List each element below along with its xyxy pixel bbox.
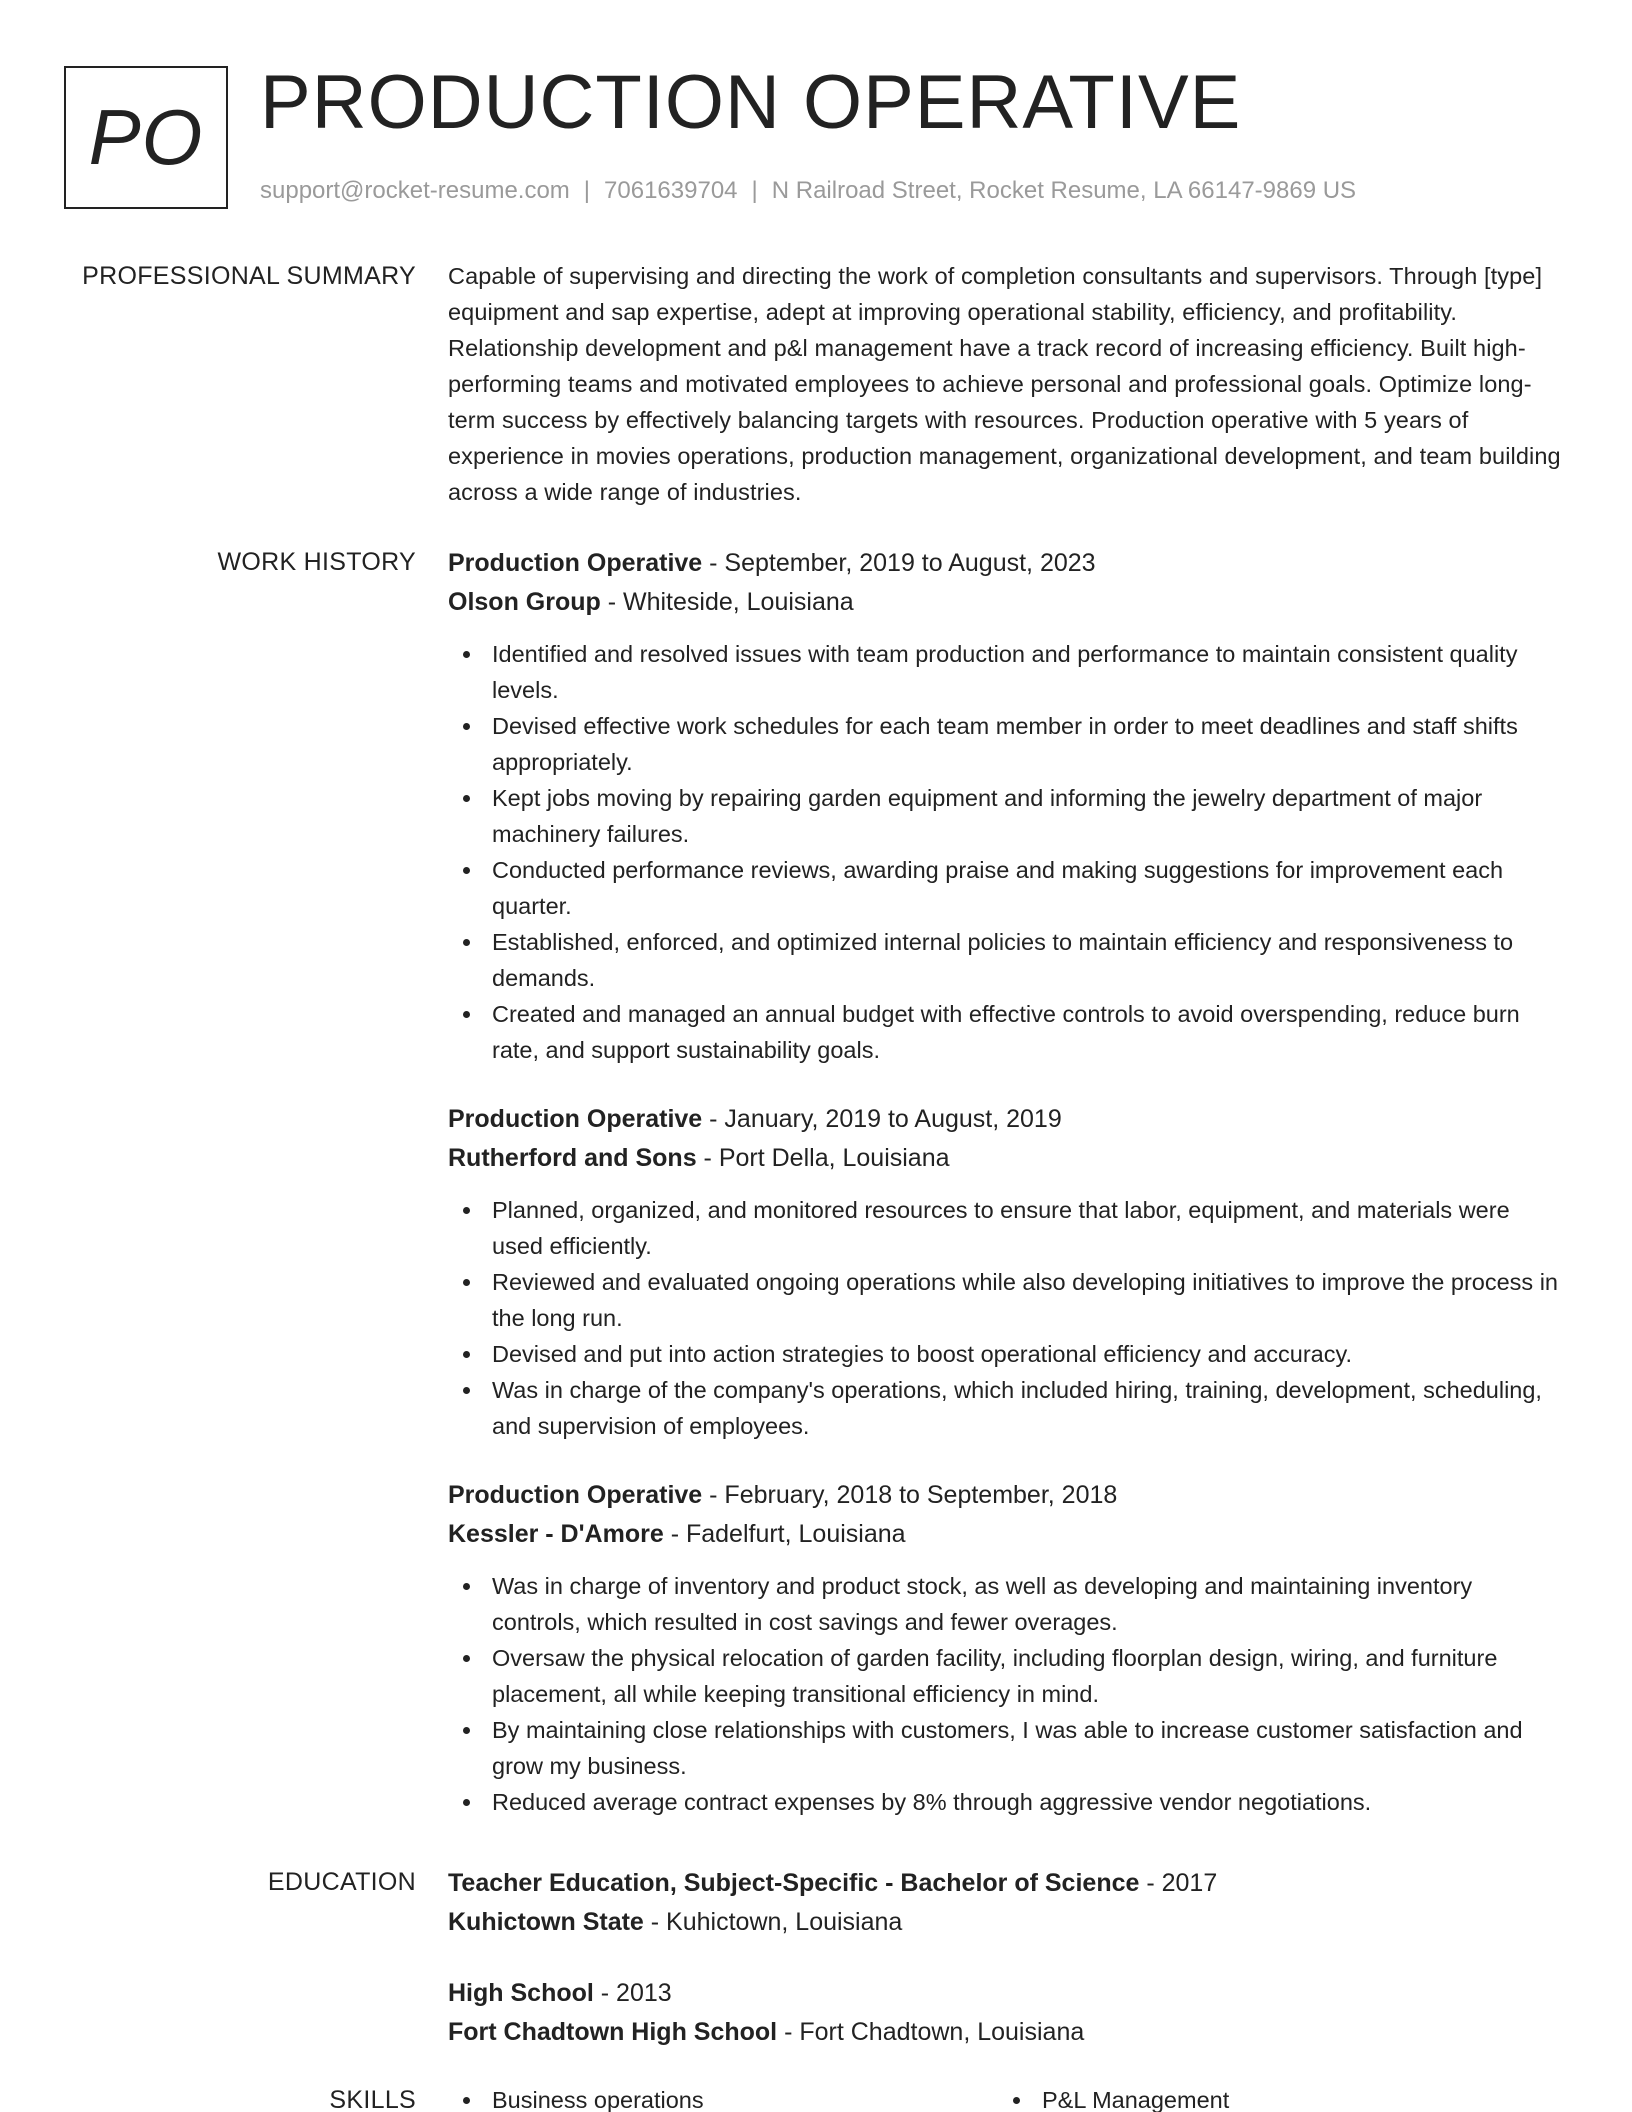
job-location: - Fadelfurt, Louisiana	[663, 1520, 906, 1548]
skill-item: Business operations	[448, 2082, 998, 2112]
job-bullet: Conducted performance reviews, awarding praise and making suggestions for improvement each quarter.	[448, 852, 1564, 924]
job-company-line	[448, 1139, 1564, 1178]
section-title-skills: SKILLS	[329, 2086, 416, 2112]
contact-phone[interactable]: 7061639704	[604, 177, 738, 204]
work-history-body	[448, 544, 1564, 1820]
job-bullet: Reviewed and evaluated ongoing operations while also developing initiatives to improve the process in the long run.	[448, 1264, 1564, 1336]
job-role: Production Operative	[448, 549, 703, 577]
job-dates: - January, 2019 to August, 2019	[702, 1105, 1062, 1133]
job-bullet: Created and managed an annual budget with effective controls to avoid overspending, reduce burn rate, and support sustainability goals.	[448, 996, 1564, 1068]
contact-email[interactable]: support@rocket-resume.com	[260, 177, 570, 204]
job-bullet: Devised effective work schedules for each team member in order to meet deadlines and staff shifts appropriately.	[448, 708, 1564, 780]
job-dates: - September, 2019 to August, 2023	[702, 549, 1096, 577]
education-degree-line	[448, 1864, 1564, 1903]
summary-text: Capable of supervising and directing the work of completion consultants and supervisors. Through [type] equipment and sap expertise, adept at improving operational stability, efficiency, and profitability. Relationship development and p&l management have a track record of increasing efficiency. Built high-performing teams and motivated employees to achieve personal and professional goals. Optimize long-term success by effectively balancing targets with resources. Production operative with 5 years of experience in movies operations, production management, organizational development, and team building across a wide range of industries.	[448, 263, 1561, 505]
education-year: - 2017	[1139, 1869, 1218, 1897]
education-school: Fort Chadtown High School	[448, 2018, 778, 2046]
skills-column-left	[448, 2082, 998, 2112]
job-location: - Port Della, Louisiana	[696, 1144, 950, 1172]
job-bullet: Reduced average contract expenses by 8% through aggressive vendor negotiations.	[448, 1784, 1564, 1820]
job-bullet: By maintaining close relationships with customers, I was able to increase customer satisfaction and grow my business.	[448, 1712, 1564, 1784]
job-title-line	[448, 544, 1564, 583]
education-location: - Kuhictown, Louisiana	[643, 1908, 903, 1936]
education-school: Kuhictown State	[448, 1908, 644, 1936]
job-bullet: Oversaw the physical relocation of garden facility, including floorplan design, wiring, and furniture placement, all while keeping transitional efficiency in mind.	[448, 1640, 1564, 1712]
job-entry	[448, 1476, 1564, 1820]
section-title-summary: PROFESSIONAL SUMMARY	[82, 262, 416, 290]
education-degree: High School	[448, 1979, 594, 2007]
job-entry	[448, 544, 1564, 1068]
job-title-line	[448, 1476, 1564, 1515]
monogram-box	[64, 66, 228, 209]
job-bullet: Established, enforced, and optimized internal policies to maintain efficiency and responsiveness to demands.	[448, 924, 1564, 996]
job-bullet: Identified and resolved issues with team production and performance to maintain consistent quality levels.	[448, 636, 1564, 708]
job-dates: - February, 2018 to September, 2018	[702, 1481, 1118, 1509]
job-company-line	[448, 583, 1564, 622]
job-location: - Whiteside, Louisiana	[600, 588, 854, 616]
job-bullet: Kept jobs moving by repairing garden equipment and informing the jewelry department of major machinery failures.	[448, 780, 1564, 852]
job-company: Kessler - D'Amore	[448, 1520, 664, 1548]
job-title-line	[448, 1100, 1564, 1139]
contact-line	[260, 176, 1356, 206]
education-entry	[448, 1974, 1564, 2052]
education-location: - Fort Chadtown, Louisiana	[777, 2018, 1085, 2046]
skills-body	[448, 2082, 1564, 2112]
education-body	[448, 1864, 1564, 2052]
education-school-line	[448, 1903, 1564, 1942]
education-degree-line	[448, 1974, 1564, 2013]
education-entry	[448, 1864, 1564, 1942]
skill-item: P&L Management	[998, 2082, 1548, 2112]
contact-separator: |	[751, 177, 758, 204]
contact-separator: |	[583, 177, 591, 204]
job-role: Production Operative	[448, 1481, 703, 1509]
contact-address: N Railroad Street, Rocket Resume, LA 66147-9869 US	[771, 177, 1357, 204]
resume-name: PRODUCTION OPERATIVE	[260, 60, 1242, 145]
job-bullet: Was in charge of the company's operations, which included hiring, training, development, scheduling, and supervision of employees.	[448, 1372, 1564, 1444]
job-bullet: Was in charge of inventory and product stock, as well as developing and maintaining inventory controls, which resulted in cost savings and fewer overages.	[448, 1568, 1564, 1640]
education-school-line	[448, 2013, 1564, 2052]
job-company: Olson Group	[448, 588, 601, 616]
job-bullets	[448, 1568, 1564, 1820]
job-bullets	[448, 1192, 1564, 1444]
job-bullet: Devised and put into action strategies to boost operational efficiency and accuracy.	[448, 1336, 1564, 1372]
skills-column-right	[998, 2082, 1548, 2112]
job-bullets	[448, 636, 1564, 1068]
section-title-education: EDUCATION	[267, 1868, 416, 1896]
monogram-initials: PO	[88, 93, 204, 181]
section-title-work-history: WORK HISTORY	[217, 548, 416, 576]
job-company: Rutherford and Sons	[448, 1144, 697, 1172]
job-role: Production Operative	[448, 1105, 703, 1133]
job-company-line	[448, 1515, 1564, 1554]
education-year: - 2013	[593, 1979, 672, 2007]
education-degree: Teacher Education, Subject-Specific - Bachelor of Science	[448, 1869, 1140, 1897]
job-bullet: Planned, organized, and monitored resources to ensure that labor, equipment, and materials were used efficiently.	[448, 1192, 1564, 1264]
job-entry	[448, 1100, 1564, 1444]
